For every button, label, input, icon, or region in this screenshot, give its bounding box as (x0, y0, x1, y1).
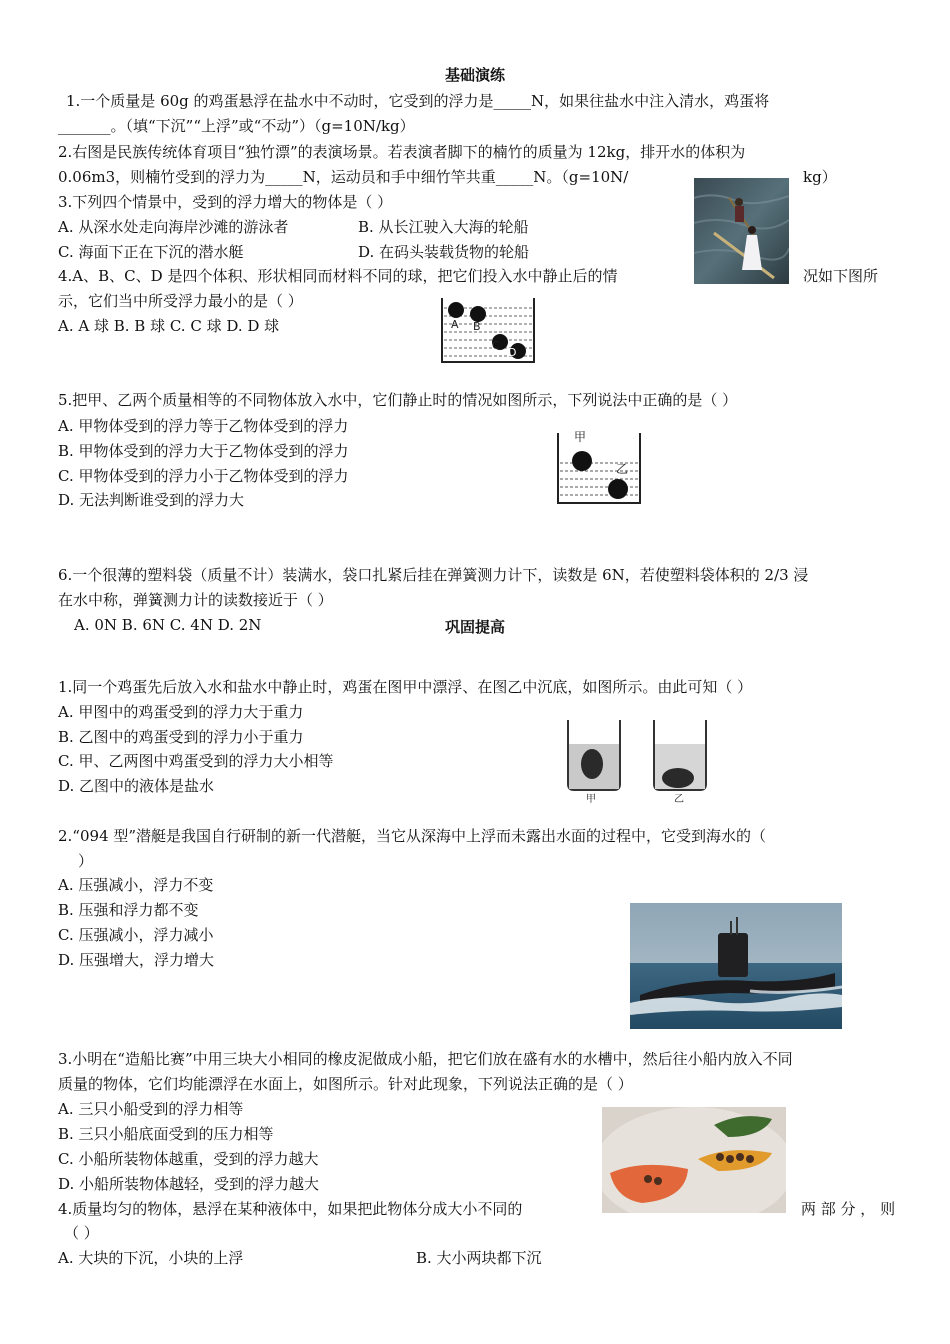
p1-option-c: C. 甲、乙两图中鸡蛋受到的浮力大小相等 (58, 752, 334, 770)
egg-beakers-figure (562, 716, 722, 804)
p1-option-b: B. 乙图中的鸡蛋受到的浮力小于重力 (58, 728, 304, 746)
p1-option-d: D. 乙图中的液体是盐水 (58, 777, 215, 795)
q6-options: A. 0N B. 6N C. 4N D. 2N (74, 616, 262, 634)
ball-label-a: A (451, 318, 459, 331)
p4-line2: （ ） (64, 1224, 99, 1242)
jia-label: 甲 (574, 430, 587, 444)
q3-option-b: B. 从长江驶入大海的轮船 (358, 218, 529, 236)
section-title-consolidate: 巩固提高 (444, 618, 505, 636)
q5-stem: 5.把甲、乙两个质量相等的不同物体放入水中，它们静止时的情况如图所示，下列说法中正确的是（ ） (58, 391, 738, 409)
yi-label: 乙 (616, 462, 629, 476)
p3-option-a: A. 三只小船受到的浮力相等 (58, 1100, 244, 1118)
q4-line1-tail: 况如下图所 (803, 267, 879, 285)
q4-options: A. A 球 B. B 球 C. C 球 D. D 球 (58, 317, 280, 335)
q3-stem: 3.下列四个情景中，受到的浮力增大的物体是（ ） (58, 193, 393, 211)
p3-line1: 3.小明在“造船比赛”中用三块大小相同的橡皮泥做成小船，把它们放在盛有水的水槽中，然后往小船内放入不同 (58, 1050, 793, 1068)
p2-line2: ） (78, 852, 94, 870)
p3-line2: 质量的物体，它们均能漂浮在水面上，如图所示。针对此现象，下列说法正确的是（ ） (58, 1075, 633, 1093)
q1-line1: 1.一个质量是 60g 的鸡蛋悬浮在盐水中不动时，它受到的浮力是_____N，如果往盐水中注入清水，鸡蛋将 (66, 92, 770, 110)
q3-option-a: A. 从深水处走向海岸沙滩的游泳者 (58, 218, 289, 236)
q2-line2: 0.06m3，则楠竹受到的浮力为_____N，运动员和手中细竹竿共重_____N。（g=10N/ (58, 168, 629, 186)
q4-line2: 示，它们当中所受浮力最小的是（ ） (58, 292, 303, 310)
q2-line2-tail: kg） (803, 168, 837, 186)
p1-stem: 1.同一个鸡蛋先后放入水和盐水中静止时，鸡蛋在图甲中漂浮、在图乙中沉底，如图所示。由此可知（ ） (58, 678, 753, 696)
q4-line1: 4.A、B、C、D 是四个体积、形状相同而材料不同的球，把它们投入水中静止后的情 (58, 267, 618, 285)
p3-option-b: B. 三只小船底面受到的压力相等 (58, 1125, 274, 1143)
p2-line1: 2.“094 型”潜艇是我国自行研制的新一代潜艇，当它从深海中上浮而未露出水面的过程中，它受到海水的（ (58, 827, 767, 845)
q6-line1: 6.一个很薄的塑料袋（质量不计）装满水，袋口扎紧后挂在弹簧测力计下，读数是 6N，若使塑料袋体积的 2/3 浸 (58, 566, 809, 584)
clay-boats-photo (602, 1107, 786, 1213)
p4-option-a: A. 大块的下沉，小块的上浮 (58, 1249, 244, 1267)
p4-option-b: B. 大小两块都下沉 (416, 1249, 542, 1267)
jia-yi-beaker-figure (556, 427, 642, 505)
section-title-basic: 基础演练 (444, 66, 505, 84)
p3-option-c: C. 小船所装物体越重，受到的浮力越大 (58, 1150, 319, 1168)
q1-line2: _______。（填“下沉”“上浮”或“不动”）（g=10N/kg） (58, 117, 415, 135)
four-balls-figure (438, 296, 538, 364)
p4-line1-tail: 两 部 分 ， 则 (801, 1200, 896, 1218)
p2-option-b: B. 压强和浮力都不变 (58, 901, 199, 919)
q5-option-c: C. 甲物体受到的浮力小于乙物体受到的浮力 (58, 467, 349, 485)
p3-option-d: D. 小船所装物体越轻，受到的浮力越大 (58, 1175, 320, 1193)
ball-label-d: D (508, 346, 517, 359)
beaker-jia-label: 甲 (586, 794, 596, 804)
submarine-photo (630, 903, 842, 1029)
ball-label-c: C (492, 339, 500, 352)
q2-line1: 2.右图是民族传统体育项目“独竹漂”的表演场景。若表演者脚下的楠竹的质量为 12kg，排开水的体积为 (58, 143, 746, 161)
q3-option-c: C. 海面下正在下沉的潜水艇 (58, 243, 244, 261)
bamboo-rafting-photo (694, 178, 789, 284)
q5-option-b: B. 甲物体受到的浮力大于乙物体受到的浮力 (58, 442, 349, 460)
p4-line1: 4.质量均匀的物体，悬浮在某种液体中，如果把此物体分成大小不同的 (58, 1200, 523, 1218)
p2-option-c: C. 压强减小，浮力减小 (58, 926, 214, 944)
p1-option-a: A. 甲图中的鸡蛋受到的浮力大于重力 (58, 703, 304, 721)
q5-option-d: D. 无法判断谁受到的浮力大 (58, 491, 245, 509)
q6-line2: 在水中称，弹簧测力计的读数接近于（ ） (58, 591, 333, 609)
q3-option-d: D. 在码头装载货物的轮船 (358, 243, 530, 261)
ball-label-b: B (473, 320, 481, 333)
q5-option-a: A. 甲物体受到的浮力等于乙物体受到的浮力 (58, 417, 349, 435)
p2-option-d: D. 压强增大，浮力增大 (58, 951, 215, 969)
p2-option-a: A. 压强减小，浮力不变 (58, 876, 214, 894)
beaker-yi-label: 乙 (674, 794, 684, 804)
